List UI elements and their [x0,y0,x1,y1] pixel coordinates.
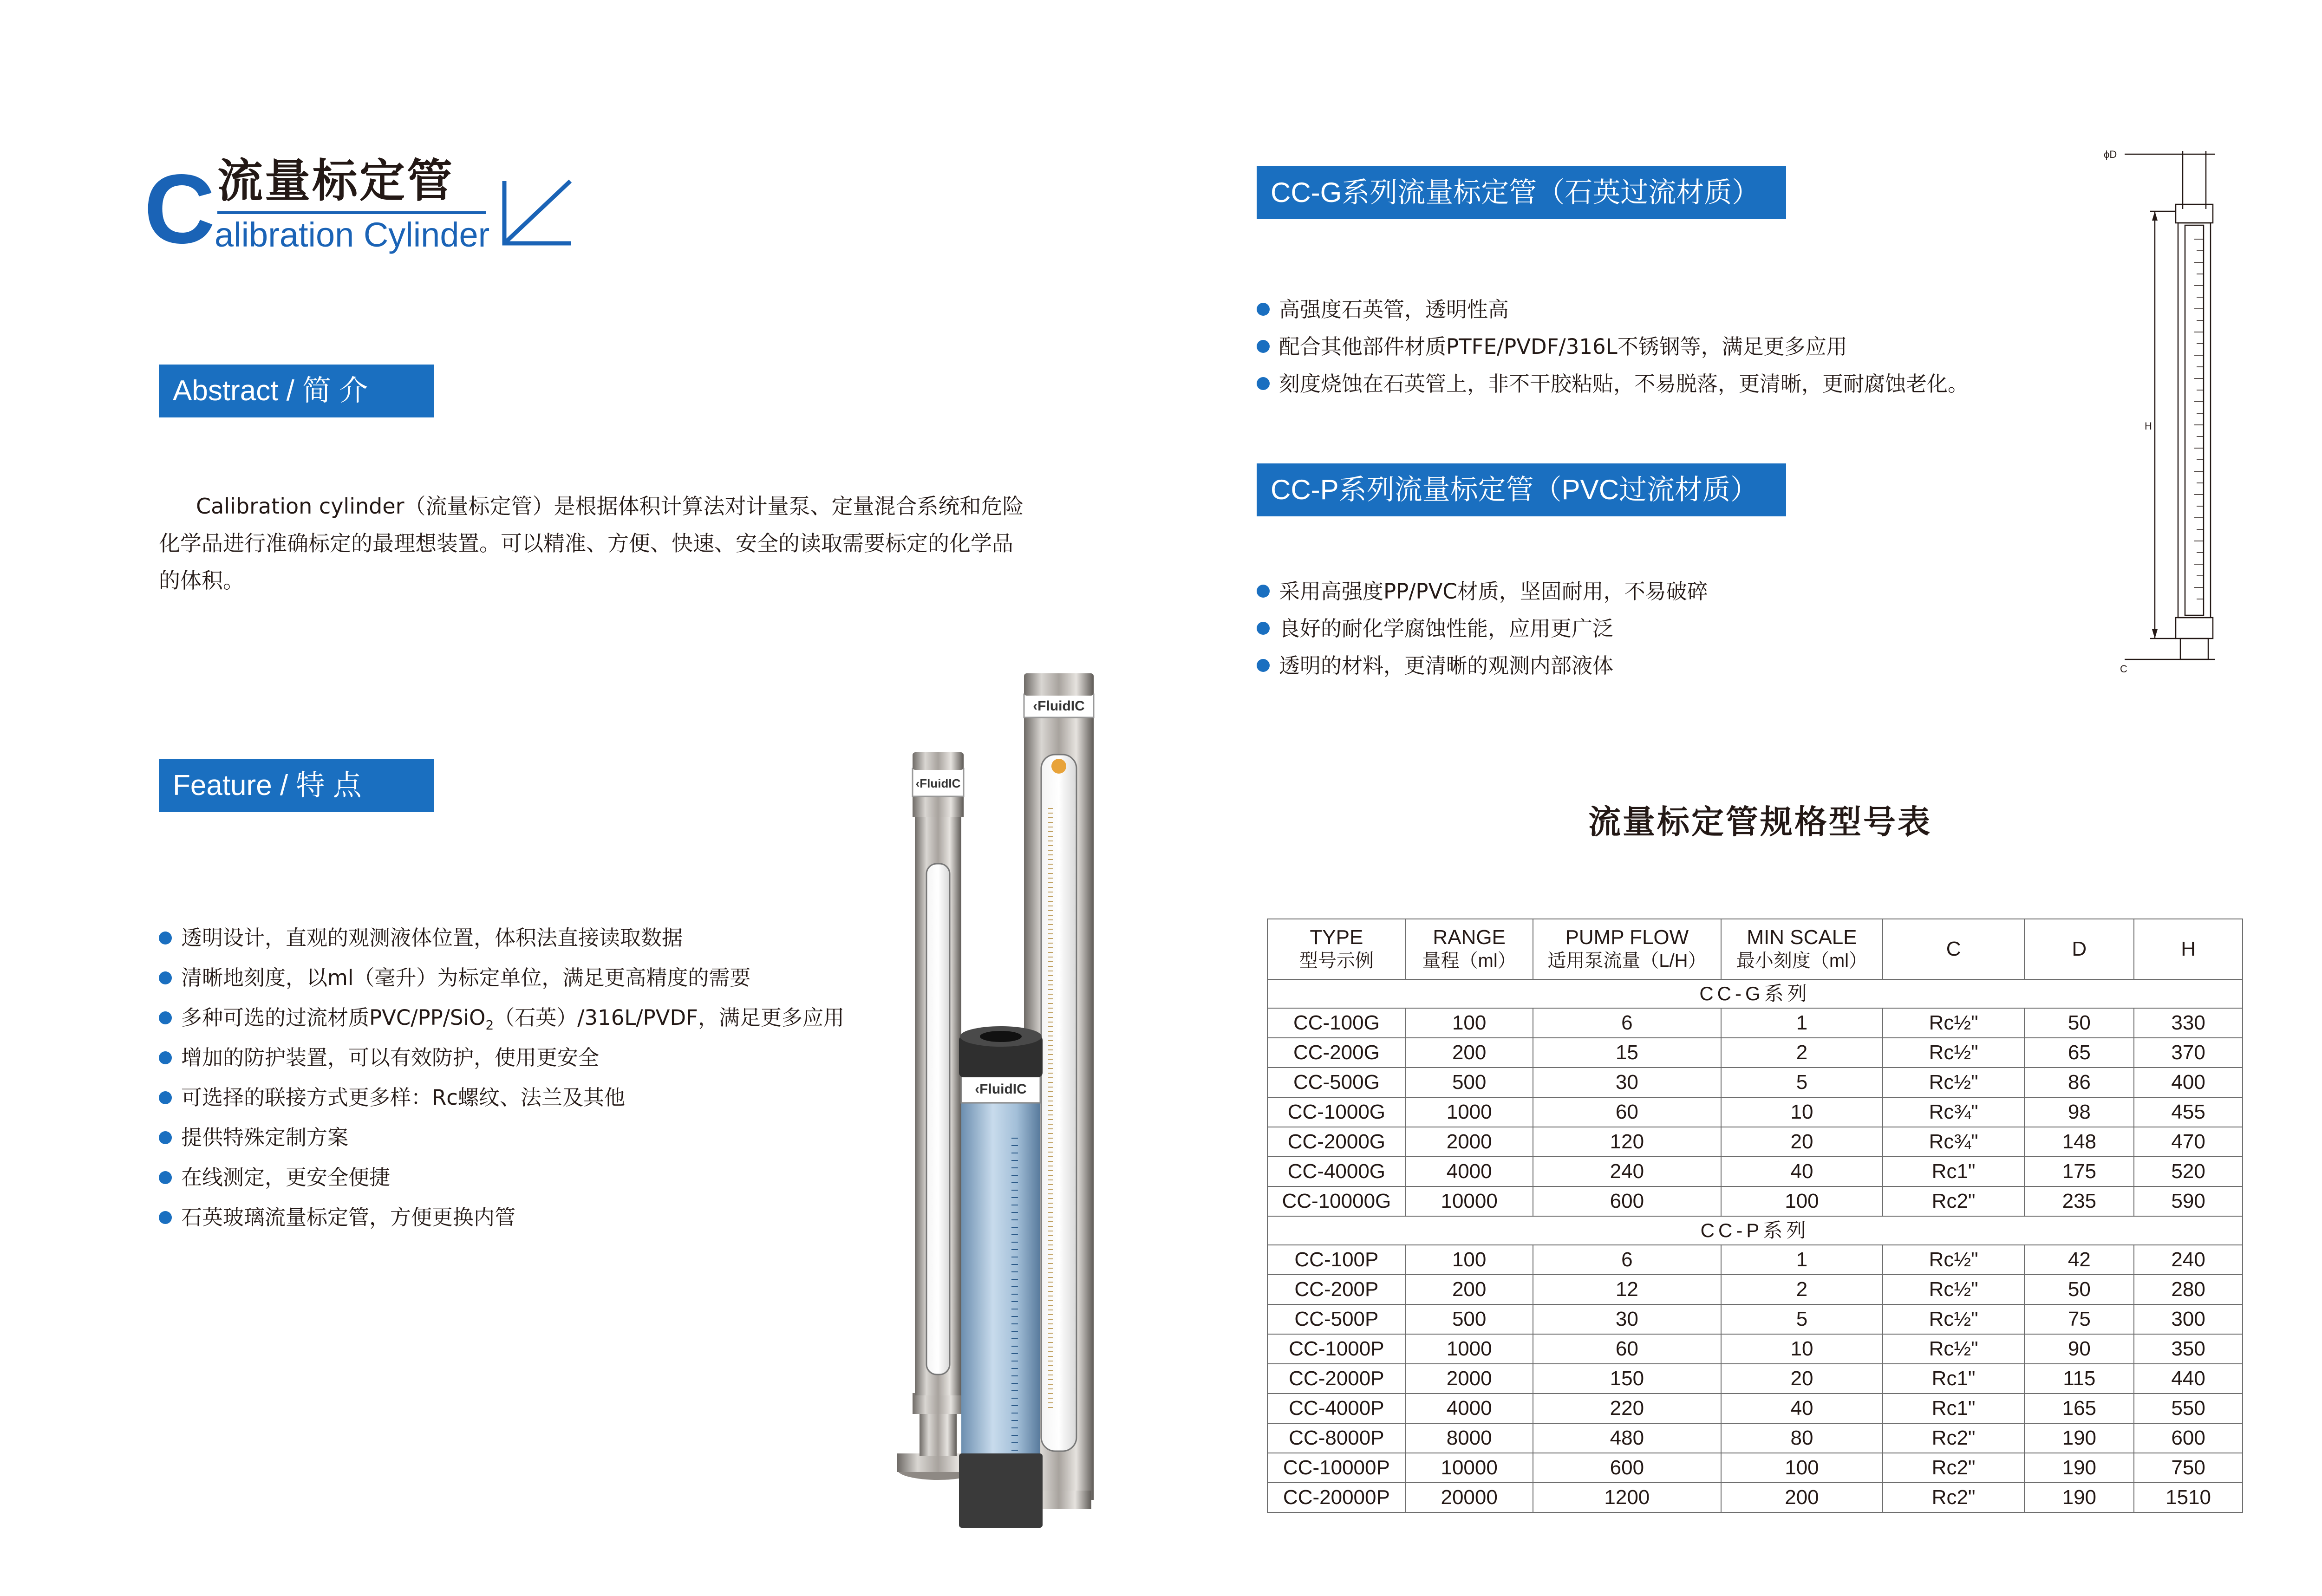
table-cell: 10000 [1406,1186,1533,1216]
spec-table [1267,919,2243,1513]
page-subtitle: alibration Cylinder [215,215,490,254]
table-cell: CC-1000P [1267,1334,1406,1364]
table-cell: 520 [2134,1157,2243,1186]
table-cell: 98 [2024,1097,2134,1127]
table-cell: 115 [2024,1364,2134,1394]
table-cell: CC-10000P [1267,1453,1406,1483]
table-cell: 500 [1406,1068,1533,1097]
table-group-row [1267,1216,2243,1245]
table-cell: 4000 [1406,1394,1533,1423]
list-item-text: 增加的防护装置，可以有效防护，使用更安全 [181,1045,600,1070]
bullet-icon [159,1051,172,1064]
table-cell: 165 [2024,1394,2134,1423]
list-item-text: 石英玻璃流量标定管，方便更换内管 [181,1205,516,1230]
table-row [1267,1008,2243,1038]
table-cell: 280 [2134,1275,2243,1304]
table-cell: 200 [1406,1038,1533,1068]
table-cell: 300 [2134,1304,2243,1334]
svg-text:‹FluidIC: ‹FluidIC [975,1081,1027,1097]
table-cell: 550 [2134,1394,2243,1423]
column-header-cn: 适用泵流量（L/H） [1547,951,1707,971]
table-cell: 20 [1721,1127,1883,1157]
table-cell: 1000 [1406,1097,1533,1127]
list-item [159,964,844,1004]
table-cell: 100 [1406,1008,1533,1038]
table-cell: Rc½" [1883,1275,2025,1304]
table-cell: 200 [1406,1275,1533,1304]
column-header [2134,919,2243,979]
table-group-row [1267,979,2243,1008]
cc-g-series-heading: CC-G系列流量标定管（石英过流材质） [1257,166,1786,219]
table-cell: Rc½" [1883,1068,2025,1097]
list-item [159,1164,844,1204]
table-cell: CC-100G [1267,1008,1406,1038]
table-row [1267,1186,2243,1216]
table-cell: 5 [1721,1068,1883,1097]
list-item [159,1084,844,1124]
column-header [1721,919,1883,979]
table-row [1267,1068,2243,1097]
column-header-cn: 型号示例 [1299,951,1374,971]
table-cell: 148 [2024,1127,2134,1157]
list-item-text: 高强度石英管，透明性高 [1279,297,1509,322]
table-cell: 100 [1721,1453,1883,1483]
bullet-icon [159,971,172,984]
subscript: 2 [485,1017,494,1033]
column-header-en: H [2181,938,2196,960]
list-item-text: 多种可选的过流材质PVC/PP/SiO [181,1005,486,1030]
table-cell: CC-4000P [1267,1394,1406,1423]
table-cell: 1 [1721,1008,1883,1038]
bullet-icon [1257,622,1270,635]
table-row [1267,1304,2243,1334]
list-item-text: 透明的材料，更清晰的观测内部液体 [1279,653,1614,678]
list-item-text: （石英）/316L/PVDF，满足更多应用 [494,1005,845,1030]
table-cell: 8000 [1406,1423,1533,1453]
table-cell: 175 [2024,1157,2134,1186]
table-cell: 90 [2024,1334,2134,1364]
column-header [1533,919,1722,979]
table-cell: 350 [2134,1334,2243,1364]
table-cell: Rc½" [1883,1038,2025,1068]
bullet-icon [159,1091,172,1104]
table-cell: 10 [1721,1334,1883,1364]
table-cell: 330 [2134,1008,2243,1038]
svg-text:‹FluidIC: ‹FluidIC [915,776,961,790]
column-header-en: RANGE [1433,926,1506,949]
table-cell: 235 [2024,1186,2134,1216]
table-cell: 20000 [1406,1483,1533,1512]
table-row [1267,1364,2243,1394]
table-row [1267,1097,2243,1127]
table-cell: 750 [2134,1453,2243,1483]
table-cell: 4000 [1406,1157,1533,1186]
table-cell: 75 [2024,1304,2134,1334]
table-cell: 400 [2134,1068,2243,1097]
table-cell: 10000 [1406,1453,1533,1483]
list-item [159,924,844,964]
table-cell: Rc2" [1883,1483,2025,1512]
table-row [1267,1127,2243,1157]
table-cell: 12 [1533,1275,1722,1304]
table-cell: 50 [2024,1008,2134,1038]
cc-p-series-heading: CC-P系列流量标定管（PVC过流材质） [1257,463,1786,516]
column-header-cn: 最小刻度（ml） [1736,951,1868,971]
svg-text:‹FluidIC: ‹FluidIC [1033,698,1085,714]
table-cell: 20 [1721,1364,1883,1394]
list-item [1257,371,1969,408]
cc-g-feature-list [1257,296,1969,408]
column-header [2024,919,2134,979]
table-cell: CC-4000G [1267,1157,1406,1186]
table-cell: Rc½" [1883,1304,2025,1334]
table-cell: Rc¾" [1883,1127,2025,1157]
list-item [159,1204,844,1244]
table-cell: 600 [2134,1423,2243,1453]
bullet-icon [1257,303,1270,316]
list-item [159,1044,844,1084]
table-cell: CC-2000P [1267,1364,1406,1394]
list-item-text: 良好的耐化学腐蚀性能，应用更广泛 [1279,616,1614,641]
list-item-text: 透明设计，直观的观测液体位置，体积法直接读取数据 [181,925,683,950]
table-cell: 80 [1721,1423,1883,1453]
table-cell: CC-20000P [1267,1483,1406,1512]
bullet-icon [159,1131,172,1144]
table-cell: Rc1" [1883,1364,2025,1394]
table-cell: 590 [2134,1186,2243,1216]
bullet-icon [1257,340,1270,353]
bullet-icon [159,1211,172,1224]
table-header-row [1267,919,2243,979]
table-cell: CC-500P [1267,1304,1406,1334]
table-cell: 6 [1533,1008,1722,1038]
bullet-icon [159,932,172,945]
abstract-text [159,488,1032,599]
table-cell: 600 [1533,1453,1722,1483]
table-cell: CC-200G [1267,1038,1406,1068]
table-cell: CC-10000G [1267,1186,1406,1216]
list-item-text: 提供特殊定制方案 [181,1125,349,1150]
pvc-calibration-cylinder [959,1026,1043,1528]
table-cell: 42 [2024,1245,2134,1275]
bullet-icon [1257,585,1270,598]
table-row [1267,1483,2243,1512]
table-cell: 6 [1533,1245,1722,1275]
column-header [1406,919,1533,979]
table-cell: 200 [1721,1483,1883,1512]
column-header-en: C [1946,938,1961,960]
table-cell: 190 [2024,1483,2134,1512]
table-cell: 1200 [1533,1483,1722,1512]
feature-list [159,924,844,1244]
table-cell: Rc½" [1883,1245,2025,1275]
table-cell: CC-100P [1267,1245,1406,1275]
label-c: C [2120,663,2127,675]
table-cell: 40 [1721,1394,1883,1423]
list-item-text: 采用高强度PP/PVC材质，坚固耐用，不易破碎 [1279,579,1708,604]
table-cell: 470 [2134,1127,2243,1157]
feature-heading: Feature / 特 点 [159,759,434,812]
table-cell: 370 [2134,1038,2243,1068]
product-photo [868,669,1128,1528]
list-item-text: 刻度烧蚀在石英管上，非不干胶粘贴，不易脱落，更清晰，更耐腐蚀老化。 [1279,371,1969,396]
column-header-en: D [2072,938,2087,960]
scale-ticks [2194,239,2204,599]
table-cell: 190 [2024,1423,2134,1453]
table-cell: 220 [1533,1394,1722,1423]
column-header-en: MIN SCALE [1747,926,1857,949]
table-cell: 60 [1533,1097,1722,1127]
table-cell: 1000 [1406,1334,1533,1364]
table-cell: 240 [1533,1157,1722,1186]
table-cell: 1510 [2134,1483,2243,1512]
table-cell: 120 [1533,1127,1722,1157]
table-row [1267,1245,2243,1275]
table-body [1267,979,2243,1512]
table-cell: 2000 [1406,1364,1533,1394]
table-cell: 50 [2024,1275,2134,1304]
table-cell: Rc2" [1883,1453,2025,1483]
abstract-heading: Abstract / 简 介 [159,365,434,417]
table-cell: CC-2000G [1267,1127,1406,1157]
bullet-icon [1257,377,1270,390]
table-cell: CC-500G [1267,1068,1406,1097]
table-cell: 240 [2134,1245,2243,1275]
table-cell: Rc1" [1883,1394,2025,1423]
table-cell: 2 [1721,1275,1883,1304]
table-cell: 60 [1533,1334,1722,1364]
table-row [1267,1334,2243,1364]
table-cell: 100 [1721,1186,1883,1216]
table-cell: 480 [1533,1423,1722,1453]
table-cell: 30 [1533,1068,1722,1097]
page-title: 流量标定管 [217,155,455,208]
logo-letter-c: C [144,154,215,264]
table-cell: 40 [1721,1157,1883,1186]
table-cell: 30 [1533,1304,1722,1334]
table-cell: 1 [1721,1245,1883,1275]
bullet-icon [1257,659,1270,672]
title-underline [217,211,486,214]
label-d: ϕD [2104,149,2117,160]
column-header-en: PUMP FLOW [1565,926,1689,949]
list-item [1257,578,1708,615]
table-cell: 5 [1721,1304,1883,1334]
table-cell: CC-8000P [1267,1423,1406,1453]
table-cell: CC-200P [1267,1275,1406,1304]
table-row [1267,1275,2243,1304]
list-item [1257,652,1708,690]
table-row [1267,1157,2243,1186]
table-cell: Rc2" [1883,1186,2025,1216]
abstract-paragraph: Calibration cylinder（流量标定管）是根据体积计算法对计量泵、定量混合系统和危险化学品进行准确标定的最理想装置。可以精准、方便、快速、安全的读取需要标定的化学品的体积。 [159,494,1024,593]
list-item [159,1004,844,1044]
table-cell: 10 [1721,1097,1883,1127]
list-item [1257,333,1969,371]
table-cell: 15 [1533,1038,1722,1068]
list-item [1257,615,1708,652]
cc-p-feature-list [1257,578,1708,690]
table-cell: 455 [2134,1097,2243,1127]
table-cell: 86 [2024,1068,2134,1097]
table-cell: 65 [2024,1038,2134,1068]
table-cell: 100 [1406,1245,1533,1275]
table-cell: Rc½" [1883,1008,2025,1038]
table-cell: Rc1" [1883,1157,2025,1186]
column-header-cn: 量程（ml） [1422,951,1516,971]
table-cell: 600 [1533,1186,1722,1216]
corner-mark-icon [501,177,575,247]
table-cell: 440 [2134,1364,2243,1394]
list-item [1257,296,1969,333]
table-cell: Rc2" [1883,1423,2025,1453]
table-cell: Rc¾" [1883,1097,2025,1127]
group-label: CC-G系列 [1267,979,2243,1008]
table-row [1267,1423,2243,1453]
table-cell: CC-1000G [1267,1097,1406,1127]
group-label: CC-P系列 [1267,1216,2243,1245]
column-header [1883,919,2025,979]
table-cell: 500 [1406,1304,1533,1334]
spec-table-title: 流量标定管规格型号表 [1588,803,1932,841]
table-cell: 190 [2024,1453,2134,1483]
column-header [1267,919,1406,979]
label-h: H [2145,420,2152,432]
bullet-icon [159,1171,172,1184]
table-row [1267,1038,2243,1068]
table-row [1267,1394,2243,1423]
table-row [1267,1453,2243,1483]
list-item-text: 清晰地刻度，以ml（毫升）为标定单位，满足更高精度的需要 [181,965,751,990]
column-header-en: TYPE [1310,926,1363,949]
list-item [159,1124,844,1164]
table-cell: 150 [1533,1364,1722,1394]
list-item-text: 可选择的联接方式更多样：Rc螺纹、法兰及其他 [181,1085,626,1110]
table-cell: 2000 [1406,1127,1533,1157]
table-cell: 2 [1721,1038,1883,1068]
dimension-drawing [2081,139,2238,687]
table-cell: Rc½" [1883,1334,2025,1364]
list-item-text: 配合其他部件材质PTFE/PVDF/316L不锈钢等，满足更多应用 [1279,334,1847,359]
bullet-icon [159,1011,172,1024]
list-item-text: 在线测定，更安全便捷 [181,1165,391,1190]
